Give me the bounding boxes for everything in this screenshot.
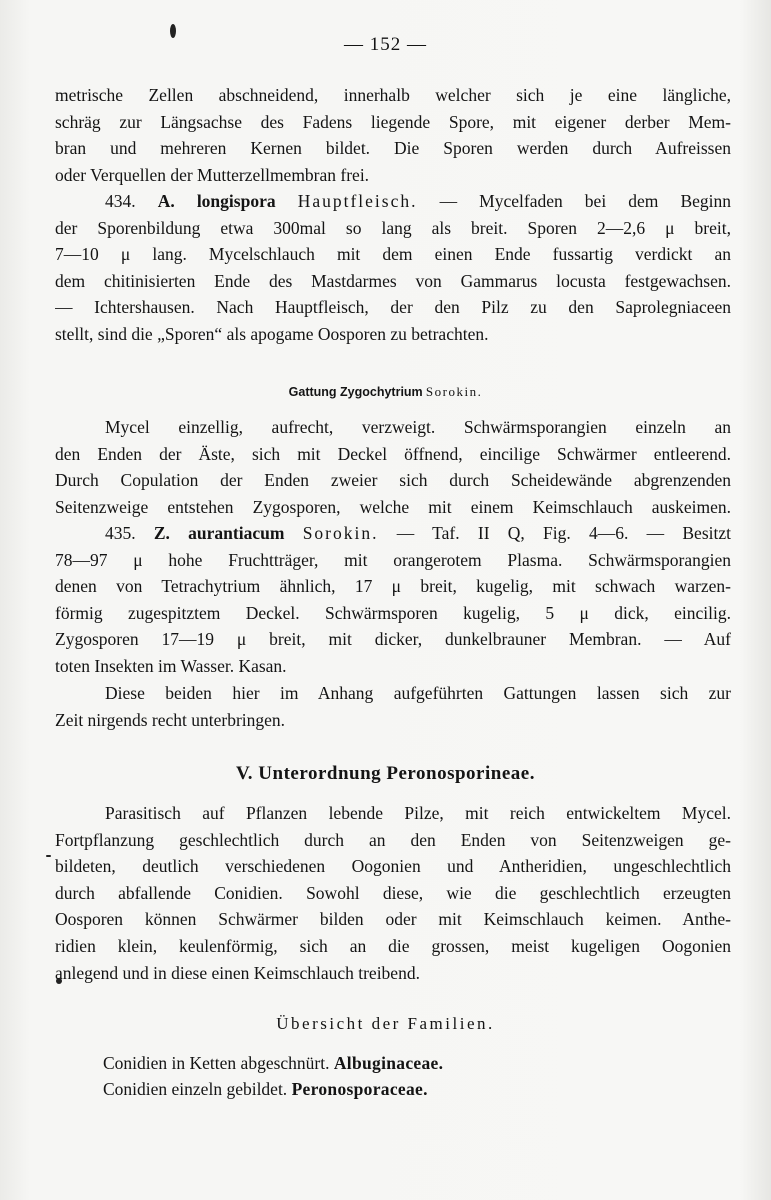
species-text: — Taf. II Q, Fig. 4—6. — Besitzt [396, 523, 731, 543]
text-line: metrische Zellen abschneidend, innerhalb welcher sich je eine längliche, [55, 85, 731, 105]
text-line: stellt, sind die „Sporen“ als apogame Oosporen zu betrachten. [55, 323, 489, 344]
genus-description [55, 414, 731, 520]
text-line: Diese beiden hier im Anhang aufgeführten Gattungen lassen sich zur [105, 683, 731, 703]
page-number: — 152 — [344, 34, 427, 55]
genus-label: Gattung Zygochytrium [288, 385, 423, 399]
text-line: durch abfallende Conidien. Sowohl diese, wie die geschlechtlich erzeugten [55, 882, 731, 903]
section-description [55, 800, 731, 986]
text-line: anlegend und in diese einen Keimschlauch treibend. [55, 962, 420, 983]
text-line: Zygosporen 17—19 μ breit, mit dicker, dunkelbrauner Membran. — Auf [55, 629, 731, 650]
text-line: schräg zur Längsachse des Fadens liegende Spore, mit eigener derber Mem- [55, 111, 731, 132]
text-line: bran und mehreren Kernen bildet. Die Sporen werden durch Aufreissen [55, 138, 731, 159]
species-text: — Mycelfaden bei dem Beginn [439, 191, 731, 211]
text-line: Mycel einzellig, aufrecht, verzweigt. Schwärmsporangien einzeln an [105, 417, 731, 437]
genus-author: Sorokin. [425, 384, 483, 399]
species-entry-434 [55, 188, 731, 348]
text-line: denen von Tetrachytrium ähnlich, 17 μ breit, kugelig, mit schwach warzen- [55, 576, 731, 597]
species-number: 434. [105, 191, 136, 211]
species-number: 435. [105, 523, 136, 543]
species-name: Z. aurantiacum [153, 523, 285, 543]
key-description: Conidien einzeln gebildet. [103, 1079, 288, 1099]
text-line: dem chitinisierten Ende des Mastdarmes von Gammarus locusta festgewachsen. [55, 270, 731, 291]
section-title: V. Unterordnung Peronosporineae. [236, 763, 535, 784]
text-line: 78—97 μ hohe Fruchtträger, mit orangerotem Plasma. Schwärmsporangien [55, 549, 731, 570]
species-heading-line [55, 520, 731, 547]
ink-speck [46, 855, 51, 857]
species-author: Hauptfleisch. [297, 191, 418, 211]
paragraph-continuation [55, 82, 731, 188]
text-line: toten Insekten im Wasser. Kasan. [55, 655, 287, 676]
species-author: Sorokin. [302, 523, 379, 543]
text-line: Fortpflanzung geschlechtlich durch an den Enden von Seitenzweigen ge- [55, 829, 731, 850]
key-entry [103, 1076, 428, 1102]
text-line: oder Verquellen der Mutterzellmembran frei. [55, 164, 370, 185]
text-line: den Enden der Äste, sich mit Deckel öffnend, eincilige Schwärmer entleerend. [55, 443, 731, 464]
text-line: Seitenzweige entstehen Zygosporen, welche mit einem Keimschlauch auskeimen. [55, 496, 731, 517]
text-line: Durch Copulation der Enden zweier sich durch Scheidewände abgrenzenden [55, 470, 731, 491]
overview-title: Übersicht der Familien. [276, 1014, 495, 1033]
key-entry [103, 1050, 443, 1076]
remark-paragraph [55, 680, 731, 733]
key-description: Conidien in Ketten abgeschnürt. [103, 1053, 330, 1073]
text-line: bildeten, deutlich verschiedenen Oogonien und Antheridien, ungeschlechtlich [55, 856, 731, 877]
key-family: Albuginaceae. [333, 1053, 444, 1073]
species-name: A. longispora [157, 191, 276, 211]
species-entry-435 [55, 520, 731, 680]
genus-heading [0, 384, 771, 400]
key-family: Peronosporaceae. [291, 1079, 428, 1099]
text-line: förmig zugespitztem Deckel. Schwärmsporen kugelig, 5 μ dick, eincilig. [55, 602, 731, 623]
species-heading-line [55, 188, 731, 215]
text-line: Oosporen können Schwärmer bilden oder mit Keimschlauch keimen. Anthe- [55, 909, 731, 930]
text-line: Parasitisch auf Pflanzen lebende Pilze, mit reich entwickeltem Mycel. [105, 803, 731, 823]
text-line: — Ichtershausen. Nach Hauptfleisch, der den Pilz zu den Saprolegniaceen [55, 297, 731, 318]
text-line: der Sporenbildung etwa 300mal so lang als breit. Sporen 2—2,6 μ breit, [55, 217, 731, 238]
text-line: 7—10 μ lang. Mycelschlauch mit dem einen Ende fussartig verdickt an [55, 244, 731, 265]
text-line: Zeit nirgends recht unterbringen. [55, 709, 286, 730]
text-line: ridien klein, keulenförmig, sich an die grossen, meist kugeligen Oogonien [55, 935, 731, 956]
